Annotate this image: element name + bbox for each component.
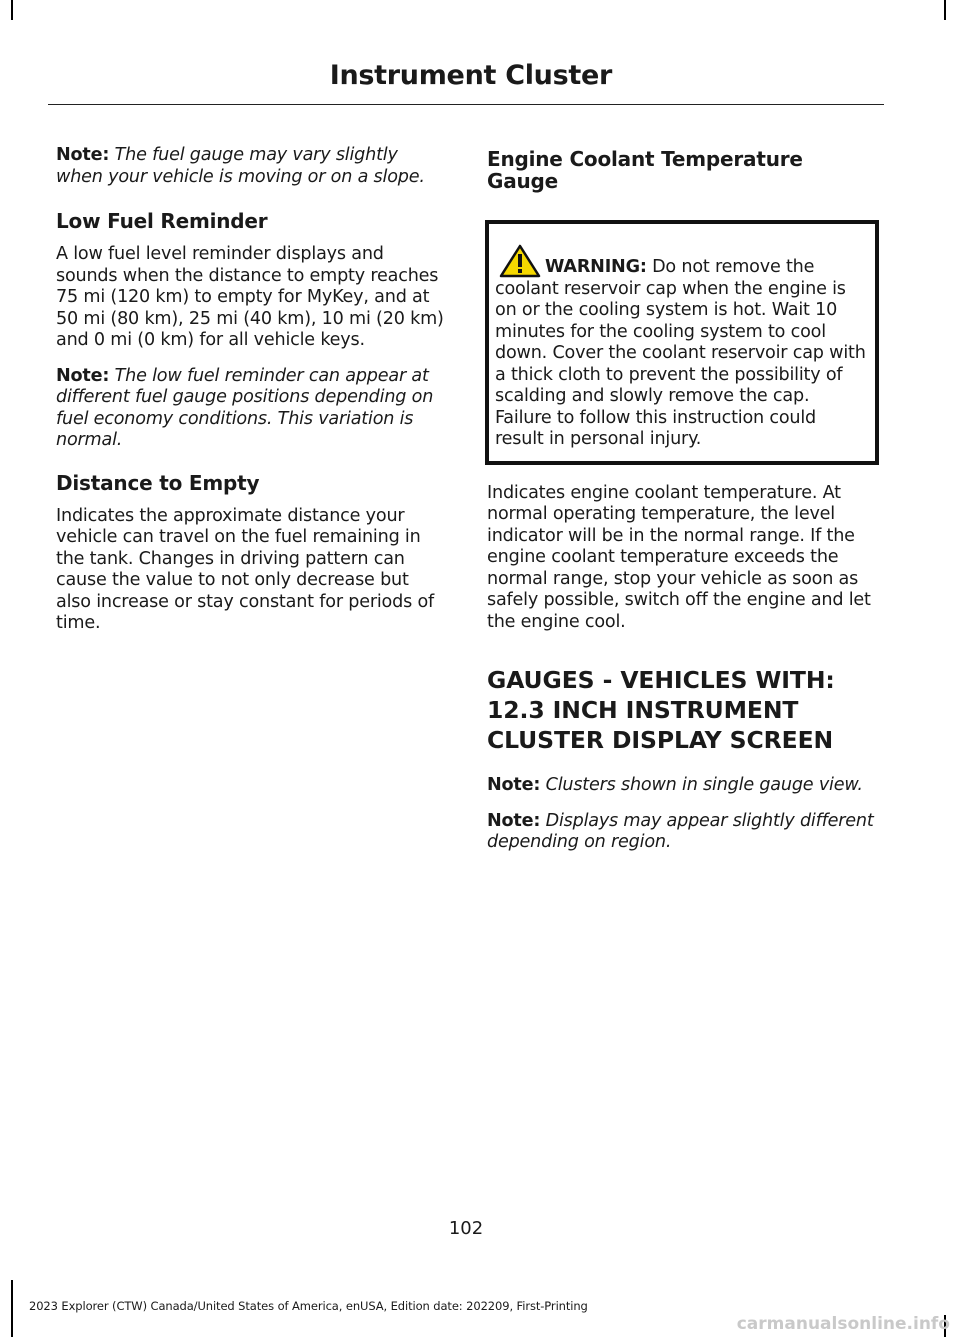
note-label: Note: — [487, 810, 541, 831]
note-label: Note: — [487, 775, 541, 795]
crop-mark-top-left — [11, 0, 13, 20]
crop-mark-top-right — [944, 0, 946, 20]
note-label: Note: — [56, 365, 110, 386]
note-text: Displays may appear slightly different depending on region. — [487, 810, 874, 852]
heading-low-fuel-reminder: Low Fuel Reminder — [56, 209, 268, 233]
page-header-title: Instrument Cluster — [329, 60, 612, 91]
note-text: Clusters shown in single gauge view. — [545, 775, 863, 795]
note-low-fuel — [56, 366, 448, 452]
left-column — [56, 145, 448, 649]
heading-gauges-line3: CLUSTER DISPLAY SCREEN — [487, 726, 834, 754]
note-clusters — [487, 775, 879, 797]
heading-distance-to-empty: Distance to Empty — [56, 470, 260, 495]
heading-gauges-line2: 12.3 INCH INSTRUMENT — [487, 696, 799, 724]
watermark: carmanualsonline.info — [736, 1314, 950, 1334]
paragraph-coolant: Indicates engine coolant temperature. At normal operating temperature, the level indicator will be in the normal range. If the engine coolant temperature exceeds the normal range, stop your vehicle as soon as safely possible, switch off the engine and let the engine cool. — [487, 482, 871, 632]
note-displays — [487, 811, 879, 854]
heading-gauges-block — [487, 665, 879, 755]
note-label: Note: — [56, 145, 110, 165]
heading-gauges-line1: GAUGES - VEHICLES WITH: — [487, 666, 835, 694]
note-text: The low fuel reminder can appear at different fuel gauge positions depending on fuel economy conditions. This variation is normal. — [56, 365, 434, 450]
warning-paragraph — [495, 244, 869, 451]
warning-triangle-icon — [499, 244, 541, 278]
warning-text: Do not remove the coolant reservoir cap when the engine is on or the cooling system is hot. Wait 10 minutes for the cooling system to cool down. Cover the coolant reservoir cap with a thick cloth to prevent the possibility of scalding and slowly remove the cap. Failure to follow this instruction could result in personal injury. — [495, 257, 866, 449]
crop-mark-bottom-left — [11, 1280, 13, 1337]
note-text: The fuel gauge may vary slightly when your vehicle is moving or on a slope. — [56, 145, 425, 187]
header-divider — [48, 104, 884, 105]
paragraph-low-fuel: A low fuel level reminder displays and sounds when the distance to empty reaches 75 mi (120 km) to empty for MyKey, and at 50 mi (80 km), 25 mi (40 km), 10 mi (20 km) and 0 mi (0 km) for all vehicle keys. — [56, 244, 444, 350]
right-column — [487, 145, 879, 868]
page-number: 102 — [448, 1218, 484, 1239]
paragraph-distance-to-empty: Indicates the approximate distance your vehicle can travel on the fuel remaining in the tank. Changes in driving pattern can cause the value to not only decrease but also increase or stay constant for periods of time. — [56, 505, 435, 633]
warning-box — [485, 220, 879, 465]
warning-label: WARNING: — [545, 257, 647, 277]
heading-coolant-gauge: Engine Coolant Temperature Gauge — [487, 147, 803, 193]
note-fuel-gauge — [56, 145, 448, 188]
footer-edition: 2023 Explorer (CTW) Canada/United States of America, enUSA, Edition date: 202209, First-Printing — [29, 1299, 588, 1313]
